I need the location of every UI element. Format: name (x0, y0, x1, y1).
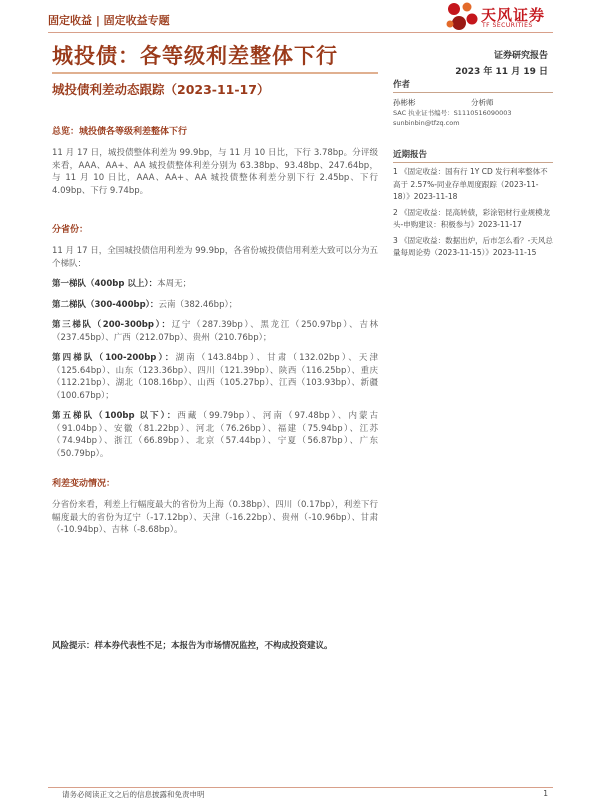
tier-text: 本周无； (157, 279, 192, 289)
title-rule (52, 72, 378, 74)
logo-text-cn: 天风证券 (481, 6, 546, 24)
tier-label: 第一梯队（400bp 以上）： (52, 279, 158, 289)
footer-rule (48, 787, 553, 788)
change-title: 利差变动情况： (52, 479, 116, 489)
recent-heading: 近期报告 (393, 148, 553, 163)
recent-report-item[interactable]: 3 《固定收益：数据出炉，后市怎么看？-天风总量每周论势（2023-11-15）》2023-11-15 (393, 235, 553, 257)
summary-section (52, 124, 378, 197)
report-subtitle: 城投债利差动态跟踪（2023-11-17） (52, 82, 270, 97)
tier-label: 第三梯队（200-300bp）： (52, 320, 172, 330)
summary-text: 11 月 17 日，城投债整体利差为 99.9bp，与 11 月 10 日比，下行 3.78bp。分评级来看，AAA、AA+、AA 城投债整体利差分别为 63.38bp、93.48bp、247.64bp，与 11 月 10 日比，AAA、AA+、AA 城投债整体利差分别下行 2.45bp、下行 4.09bp、下行 9.74bp。 (52, 148, 378, 196)
recent-reports (393, 148, 553, 260)
recent-report-item[interactable]: 2 《固定收益：昆高转债，彩涂铝材行业规模龙头-申购建议：积极参与》2023-11-17 (393, 207, 551, 229)
header-tag: 固定收益 | 固定收益专题 (48, 14, 170, 27)
tier-2 (52, 299, 378, 312)
tier-text: 西藏（99.79bp）、河南（97.48bp）、内蒙古（91.04bp）、安徽（81.22bp）、河北（76.26bp）、福建（75.94bp）、江苏（74.94bp）、浙江（66.89bp）、北京（57.44bp）、宁夏（56.87bp）、广东（50.79bp）。 (52, 411, 378, 459)
change-text: 分省份来看，利差上行幅度最大的省份为上海（0.38bp）、四川（0.17bp），利差下行幅度最大的省份为辽宁（-17.12bp）、天津（-16.22bp）、贵州（-10.96bp）、甘肃（-10.94bp）、吉林（-8.68bp）。 (52, 500, 378, 535)
sidebar (393, 78, 553, 260)
tier-text: 云南（382.46bp）； (158, 299, 238, 310)
tier-4 (52, 352, 378, 402)
report-date: 2023 年 11 月 19 日 (455, 67, 548, 77)
logo-text-en: TF SECURITIES (482, 22, 533, 29)
author-row (393, 97, 553, 108)
report-title: 城投债：各等级利差整体下行 (52, 44, 338, 68)
author-role: 分析师 (471, 98, 494, 107)
author-name: 孙彬彬 (393, 98, 416, 107)
summary-title: 总览：城投债各等级利差整体下行 (52, 127, 188, 137)
company-logo (445, 2, 565, 34)
author-heading: 作者 (393, 78, 553, 93)
province-section (52, 222, 378, 460)
tier-text: 湖南（143.84bp）、甘肃（132.02bp）、天津（125.64bp）、山东（123.36bp）、四川（121.39bp）、陕西（116.25bp）、重庆（112.21bp）、湖北（108.16bp）、山西（105.27bp）、江西（103.93bp）、新疆（100.67bp）； (52, 353, 378, 401)
province-intro: 11 月 17 日，全国城投债信用利差为 99.9bp，各省份城投债信用利差大致可以分为五个梯队： (52, 246, 378, 269)
author-license: SAC 执业证书编号：S1110516090003 (393, 109, 512, 117)
tier-label: 第五梯队（100bp 以下）： (52, 411, 178, 421)
header-rule (48, 32, 553, 33)
footer-disclaimer: 请务必阅读正文之后的信息披露和免责申明 (62, 790, 205, 799)
tier-3 (52, 319, 378, 344)
tier-1 (52, 278, 378, 291)
province-title: 分省份： (52, 225, 89, 235)
page-number: 1 (543, 789, 548, 798)
tier-5 (52, 410, 378, 460)
tier-label: 第四梯队（100-200bp）： (52, 353, 176, 363)
risk-warning: 风险提示：样本券代表性不足；本报告为市场情况监控，不构成投资建议。 (52, 641, 333, 651)
change-section (52, 476, 378, 537)
author-email[interactable]: sunbinbin@tfzq.com (393, 119, 460, 127)
report-type: 证券研究报告 (493, 51, 548, 61)
tier-label: 第二梯队（300-400bp）： (52, 299, 159, 310)
recent-report-item[interactable]: 1 《固定收益：国有行 1Y CD 发行利率整体不高于 2.57%-同业存单周度跟踪（2023-11-18）》2023-11-18 (393, 167, 548, 201)
tier-text: 辽宁（287.39bp）、黑龙江（250.97bp）、吉林（237.45bp）、广西（212.07bp）、贵州（210.76bp）； (52, 320, 378, 343)
logo-mark-icon (445, 2, 479, 32)
